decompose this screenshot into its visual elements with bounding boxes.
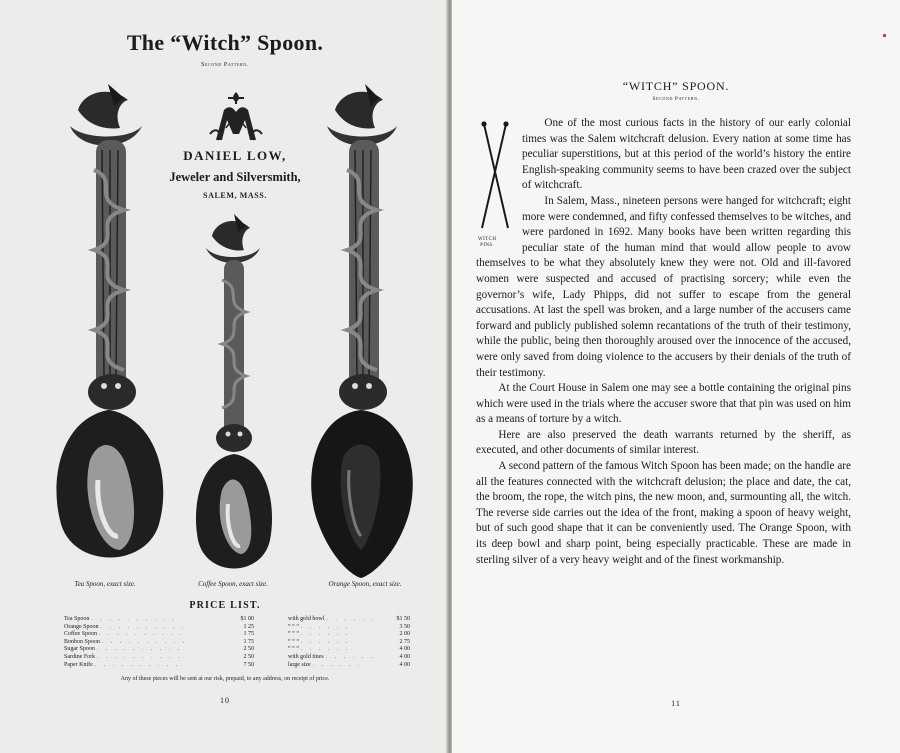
coffee-spoon-caption: Coffee Spoon, exact size. (198, 580, 268, 588)
price-list-left-column (64, 616, 254, 669)
price-row: Sugar Spoon . . . . . . . . . . 2 50 (64, 646, 254, 653)
page-title: “WITCH” SPOON. (622, 79, 730, 93)
paragraph: In Salem, Mass., nineteen persons were hanged for witchcraft; eight more were condemned, and fifty confessed themselves to be witches, and were pardoned in 1692. Many books have been written regarding this peculiar state of the human mind that would allow people to avow themselves to be what they absolutely knew they were not. Old and ill-favored women were suspected and accused of practising sorcery; while even the governor’s wife, Lady Phipps, did not suffer to escape from the general accusations. At last the spell was broken, and a large number of the accusers came forward and publicly published solemn recantations of the truth of their testimony, while the public, being then thoroughly aroused over the innocence of the accused, were only saved from doing violence to the accusers by their denials of the truth of their testimony. (476, 194, 851, 379)
price-row: “ “ “ . . . . . . 4 00 (288, 646, 410, 653)
price-row: Paper Knife . . . . . . . . . . 7 50 (64, 661, 254, 668)
maker-name: DANIEL LOW, (183, 148, 287, 163)
witch-pins-illustration (476, 120, 516, 232)
price-list-right-column (288, 616, 410, 669)
page-number: 10 (220, 696, 230, 705)
price-row: “ “ “ . . . . . . 2 75 (288, 638, 410, 645)
price-row: “ “ “ . . . . . . 2 00 (288, 631, 410, 638)
paragraph: At the Court House in Salem one may see a bottle containing the original pins which were used in the trials where the accuser swore that that pin was used on him as a means of torture by a witch. (476, 382, 851, 426)
orange-spoon-caption: Orange Spoon, exact size. (328, 580, 402, 588)
tea-spoon-illustration (50, 80, 170, 580)
right-page (452, 0, 900, 753)
corner-mark (883, 34, 886, 37)
coffee-spoon-illustration (188, 210, 278, 580)
price-row: large size . . . . . . 4 00 (288, 661, 410, 668)
tea-spoon-caption: Tea Spoon, exact size. (74, 580, 136, 588)
page-number: 11 (671, 699, 681, 708)
paragraph: Here are also preserved the death warrants returned by the sheriff, as executed, and other documents of similar interest. (476, 428, 851, 457)
price-row: Orange Spoon . . . . . . . . . . 1 25 (64, 623, 254, 630)
price-row: Sardine Fork . . . . . . . . . . 2 50 (64, 653, 254, 660)
price-row: Bonbon Spoon . . . . . . . . . . 1 75 (64, 638, 254, 645)
page-title: The “Witch” Spoon. (126, 30, 324, 55)
article-body (476, 116, 851, 568)
price-note: Any of these pieces will be sent at our risk, prepaid, to any address, on receipt of price. (120, 676, 330, 682)
price-list-title: PRICE LIST. (189, 600, 261, 611)
maker-city: SALEM, MASS. (203, 191, 267, 200)
price-row: Tea Spoon . . . . . . . . . . $1 00 (64, 616, 254, 622)
maker-monogram-logo (206, 88, 266, 144)
price-row: Coffee Spoon . . . . . . . . . . 1 75 (64, 631, 254, 638)
orange-spoon-illustration (305, 80, 420, 580)
paragraph: A second pattern of the famous Witch Spoon has been made; on the handle are all the features connected with the witchcraft delusion; the place and date, the cat, the broom, the rope, the witch pins, the new moon, and, surmounting all, the witch. The reverse side carries out the idea of the front, making a spoon of heavy weight, but of such good shape that it can be conveniently used. The Orange Spoon, with its deep bowl and sharp point, being especially practicable. These are made in sterling silver of a very heavy weight and of the finest workmanship. (476, 460, 851, 566)
maker-trade: Jeweler and Silversmith, (169, 170, 301, 184)
page-subtitle: Second Pattern. (652, 96, 700, 102)
price-row: with gold tines . . . . . . 4 00 (288, 653, 410, 660)
price-row: “ “ “ . . . . . . 3 50 (288, 623, 410, 630)
page-subtitle: Second Pattern. (201, 62, 249, 68)
witch-pins-caption: WITCH PINS. (478, 237, 497, 248)
paragraph: One of the most curious facts in the history of our early colonial times was the Salem witchcraft delusion. Every nation at some time has peculiar superstitions, but at this period of the world’s history the entire English-speaking community seems to have been crazed over the subject of witchcraft. (522, 117, 851, 192)
price-row: with gold bowl . . . . . . $1 50 (288, 616, 410, 622)
